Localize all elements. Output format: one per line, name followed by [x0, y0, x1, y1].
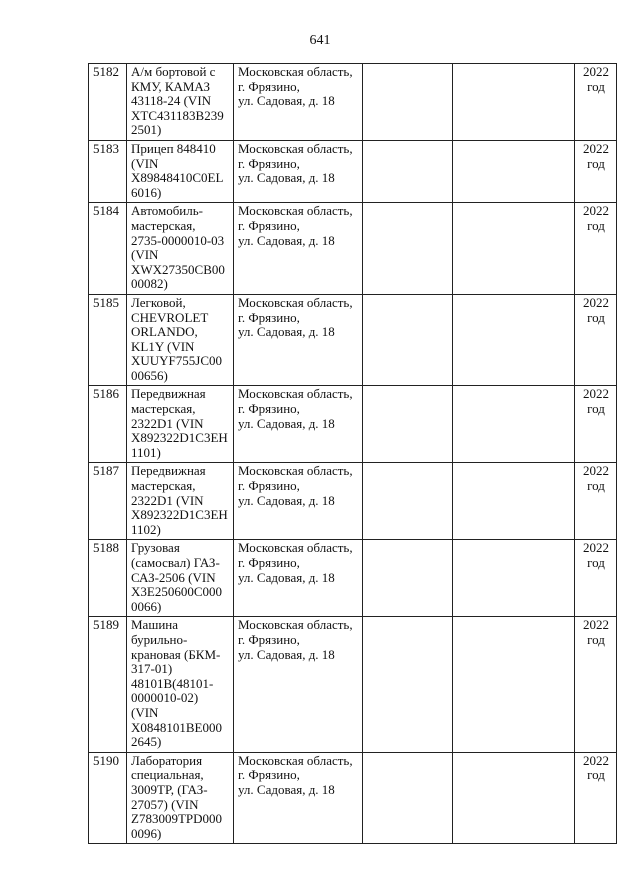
object-year: 2022 год — [575, 64, 617, 141]
object-address: Московская область, г. Фрязино, ул. Садовая, д. 18 — [234, 463, 363, 540]
empty-cell — [363, 64, 453, 141]
empty-cell — [363, 540, 453, 617]
empty-cell — [363, 386, 453, 463]
object-name: Передвижная мастерская, 2322D1 (VIN X892322D1C3EH 1101) — [127, 386, 234, 463]
empty-cell — [453, 294, 575, 386]
table-row — [89, 64, 617, 141]
empty-cell — [363, 463, 453, 540]
empty-cell — [363, 752, 453, 844]
object-year: 2022 год — [575, 540, 617, 617]
row-number: 5185 — [89, 294, 127, 386]
empty-cell — [363, 203, 453, 295]
object-address: Московская область, г. Фрязино, ул. Садовая, д. 18 — [234, 540, 363, 617]
table-row — [89, 294, 617, 386]
object-year: 2022 год — [575, 386, 617, 463]
row-number: 5189 — [89, 617, 127, 752]
object-name: Грузовая (самосвал) ГАЗ- САЗ-2506 (VIN X3E250600C000 0066) — [127, 540, 234, 617]
object-address: Московская область, г. Фрязино, ул. Садовая, д. 18 — [234, 752, 363, 844]
table-row — [89, 203, 617, 295]
object-year: 2022 год — [575, 752, 617, 844]
empty-cell — [453, 386, 575, 463]
page-number: 641 — [309, 33, 331, 48]
table-row — [89, 463, 617, 540]
row-number: 5190 — [89, 752, 127, 844]
object-name: Передвижная мастерская, 2322D1 (VIN X892322D1C3EH 1102) — [127, 463, 234, 540]
object-name: Лаборатория специальная, 3009TP, (ГАЗ- 27057) (VIN Z783009TPD000 0096) — [127, 752, 234, 844]
table-row — [89, 140, 617, 202]
object-name: Машина бурильно- крановая (БКМ- 317-01) 48101B(48101- 0000010-02) (VIN X0848101BE000 2645) — [127, 617, 234, 752]
object-address: Московская область, г. Фрязино, ул. Садовая, д. 18 — [234, 386, 363, 463]
object-address: Московская область, г. Фрязино, ул. Садовая, д. 18 — [234, 64, 363, 141]
empty-cell — [453, 140, 575, 202]
object-year: 2022 год — [575, 140, 617, 202]
object-year: 2022 год — [575, 617, 617, 752]
empty-cell — [453, 463, 575, 540]
object-name: Прицеп 848410 (VIN X89848410C0EL 6016) — [127, 140, 234, 202]
object-address: Московская область, г. Фрязино, ул. Садовая, д. 18 — [234, 140, 363, 202]
empty-cell — [363, 617, 453, 752]
row-number: 5188 — [89, 540, 127, 617]
row-number: 5186 — [89, 386, 127, 463]
row-number: 5184 — [89, 203, 127, 295]
row-number: 5187 — [89, 463, 127, 540]
registry-table — [88, 63, 617, 844]
empty-cell — [453, 203, 575, 295]
object-address: Московская область, г. Фрязино, ул. Садовая, д. 18 — [234, 617, 363, 752]
object-name: Автомобиль- мастерская, 2735-0000010-03 (VIN XWX27350CB00 00082) — [127, 203, 234, 295]
object-name: А/м бортовой с КМУ, КАМАЗ 43118-24 (VIN ХТС431183В239 2501) — [127, 64, 234, 141]
empty-cell — [453, 752, 575, 844]
table-row — [89, 540, 617, 617]
object-year: 2022 год — [575, 294, 617, 386]
object-year: 2022 год — [575, 463, 617, 540]
empty-cell — [363, 294, 453, 386]
table-row — [89, 386, 617, 463]
empty-cell — [453, 64, 575, 141]
row-number: 5183 — [89, 140, 127, 202]
empty-cell — [453, 617, 575, 752]
table-row — [89, 617, 617, 752]
object-address: Московская область, г. Фрязино, ул. Садовая, д. 18 — [234, 203, 363, 295]
object-address: Московская область, г. Фрязино, ул. Садовая, д. 18 — [234, 294, 363, 386]
empty-cell — [453, 540, 575, 617]
empty-cell — [363, 140, 453, 202]
object-year: 2022 год — [575, 203, 617, 295]
object-name: Легковой, CHEVROLET ORLANDO, KL1Y (VIN XUUYF755JC00 00656) — [127, 294, 234, 386]
table-row — [89, 752, 617, 844]
row-number: 5182 — [89, 64, 127, 141]
